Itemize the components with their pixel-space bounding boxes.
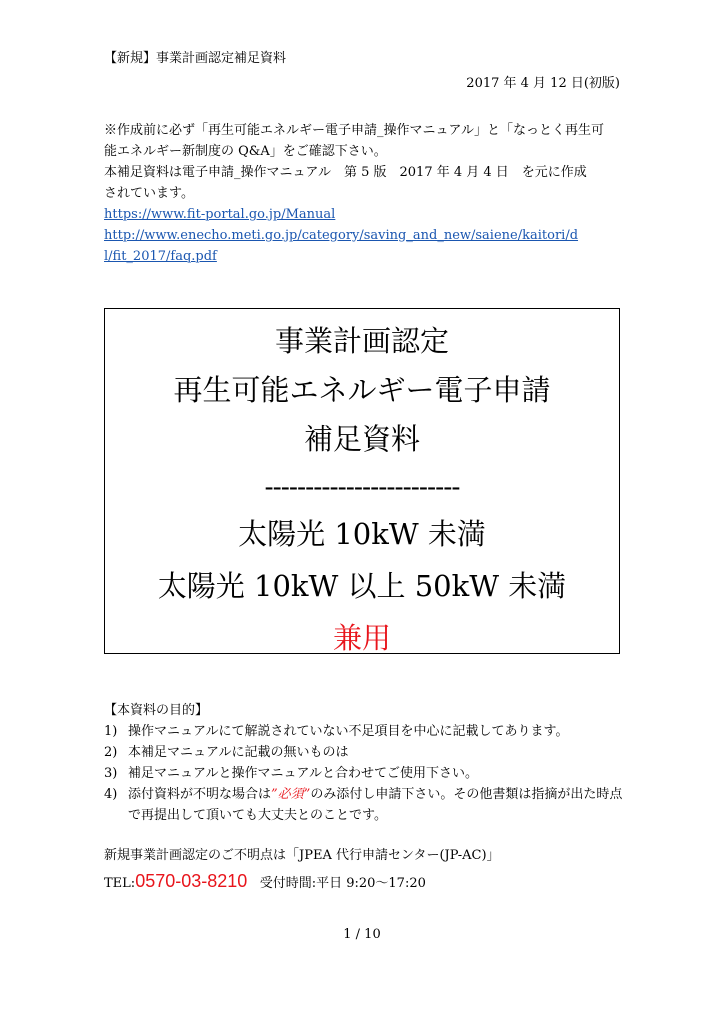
item-number: 1) xyxy=(104,724,118,739)
item-number: 4) xyxy=(104,787,118,802)
faq-link-part2[interactable]: l/fit_2017/faq.pdf xyxy=(104,249,217,264)
document-label: 【新規】事業計画認定補足資料 xyxy=(104,51,287,66)
contact-line: 新規事業計画認定のご不明点は「JPEA 代行申請センター(JP-AC)」 xyxy=(104,848,500,863)
title-line-5: 太陽光 10kW 以上 50kW 未満 xyxy=(157,569,567,603)
notice-line: 能エネルギー新制度の Q&A」をご確認下さい。 xyxy=(104,144,387,159)
list-item xyxy=(104,742,634,763)
notice-line: ※作成前に必ず「再生可能エネルギー電子申請_操作マニュアル」と「なっとく再生可 xyxy=(104,123,604,138)
notice-section xyxy=(104,120,624,267)
page-number: 1 / 10 xyxy=(343,927,381,942)
office-hours: 受付時間:平日 9:20～17:20 xyxy=(259,876,426,891)
title-box xyxy=(104,308,620,654)
tel-number: 0570-03-8210 xyxy=(135,871,248,891)
item-text-before: 添付資料が不明な場合は xyxy=(128,787,272,802)
tel-label: TEL: xyxy=(104,876,136,891)
item-text xyxy=(128,784,634,826)
item-text: 本補足マニュアルに記載の無いものは xyxy=(128,745,349,760)
list-item xyxy=(104,721,634,742)
title-line-1: 事業計画認定 xyxy=(274,324,449,358)
notice-line: されています。 xyxy=(104,186,194,201)
title-line-6: 兼用 xyxy=(332,621,391,655)
item-number: 3) xyxy=(104,766,118,781)
purpose-section xyxy=(104,700,634,826)
notice-line: 本補足資料は電子申請_操作マニュアル 第 5 版 2017 年 4 月 4 日 を元に作成 xyxy=(104,165,587,180)
faq-link-part1[interactable]: http://www.enecho.meti.go.jp/category/saving_and_new/saiene/kaitori/d xyxy=(104,228,579,243)
faq-link[interactable] xyxy=(104,228,578,264)
item-text: 操作マニュアルにて解説されていない不足項目を中心に記載してあります。 xyxy=(128,724,569,739)
document-date: 2017 年 4 月 12 日(初版) xyxy=(466,76,620,91)
item-text-after: のみ添付し申請下さい。その他書類は指摘が出た時点で再提出して頂いても大丈夫とのことです。 xyxy=(128,787,623,823)
purpose-heading: 【本資料の目的】 xyxy=(104,703,209,718)
title-line-4: 太陽光 10kW 未満 xyxy=(238,517,486,551)
title-separator: ------------------------ xyxy=(264,472,460,503)
phone-row xyxy=(104,869,426,896)
list-item xyxy=(104,784,634,826)
manual-link[interactable]: https://www.fit-portal.go.jp/Manual xyxy=(104,207,336,222)
title-line-3: 補足資料 xyxy=(303,422,420,456)
item-text: 補足マニュアルと操作マニュアルと合わせてご使用下さい。 xyxy=(128,766,478,781)
item-number: 2) xyxy=(104,745,118,760)
required-emphasis: ”必須” xyxy=(271,787,311,802)
title-line-2: 再生可能エネルギー電子申請 xyxy=(173,373,551,407)
list-item xyxy=(104,763,634,784)
